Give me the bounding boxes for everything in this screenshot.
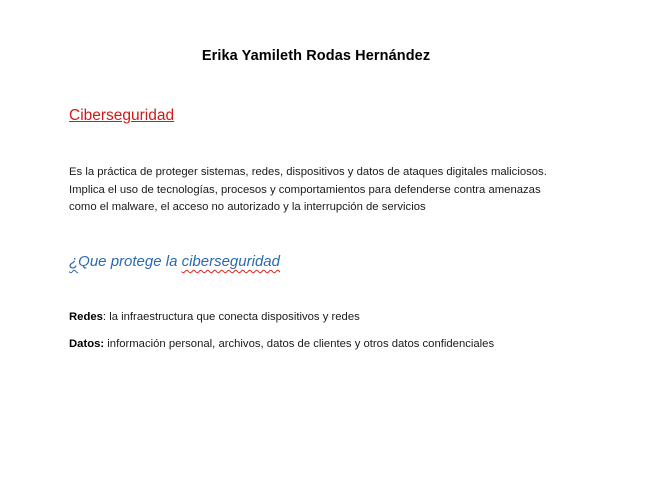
heading2-prefix: Que protege la [78, 253, 182, 270]
list-item-datos [69, 338, 494, 350]
paragraph-line: Es la práctica de proteger sistemas, redes, dispositivos y datos de ataques digitales maliciosos. [69, 166, 547, 178]
author-name: Erika Yamileth Rodas Hernández [201, 48, 431, 64]
heading2-question-mark: ¿ [69, 253, 79, 270]
item-text: : la infraestructura que conecta dispositivos y redes [102, 311, 360, 323]
item-text: información personal, archivos, datos de clientes y otros datos confidenciales [104, 338, 495, 350]
paragraph-line: Implica el uso de tecnologías, procesos y comportamientos para defenderse contra amenazas [69, 183, 541, 196]
item-term: Redes [69, 311, 103, 323]
heading2-word: ciberseguridad [181, 253, 280, 270]
paragraph-line: como el malware, el acceso no autorizado y la interrupción de servicios [69, 201, 426, 213]
item-term: Datos: [69, 338, 105, 350]
definition-paragraph [69, 164, 609, 217]
heading-ciberseguridad: Ciberseguridad [69, 107, 175, 124]
list-item-redes [69, 311, 360, 323]
heading-que-protege [69, 253, 280, 270]
